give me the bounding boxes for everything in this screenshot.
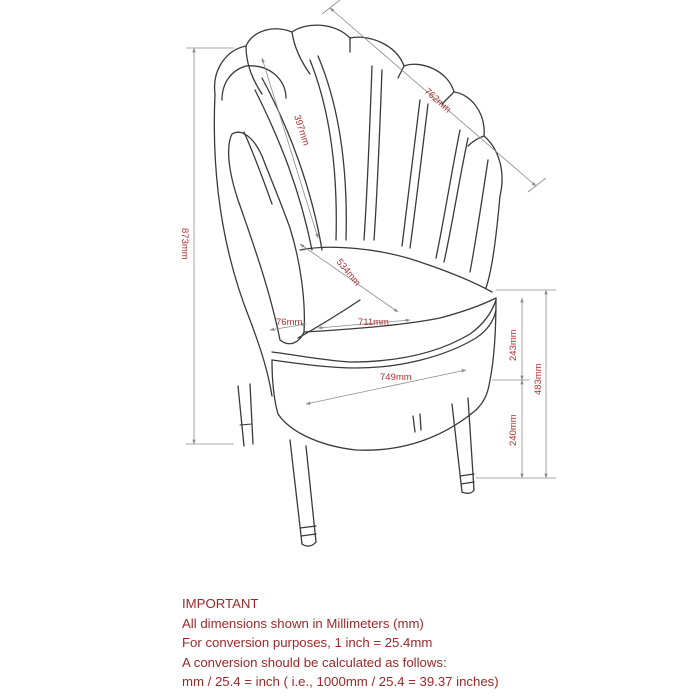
dim-line-back-height — [262, 58, 318, 238]
label-seat-depth: 534mm — [333, 256, 363, 289]
notes-line: A conversion should be calculated as follows: — [182, 654, 447, 670]
back-left-leg — [238, 384, 253, 446]
label-leg-height: 240mm — [508, 414, 519, 446]
left-arm-pad — [229, 132, 305, 343]
front-right-leg — [452, 398, 474, 492]
label-total-height: 873mm — [179, 228, 190, 260]
label-depth-top: 762mm — [421, 86, 453, 116]
front-skirt — [272, 360, 476, 450]
label-front-width: 749mm — [380, 372, 412, 383]
seat-front-band — [272, 300, 496, 362]
chair-left-side — [214, 94, 272, 396]
notes-heading: IMPORTANT — [182, 596, 259, 611]
label-seat-height: 483mm — [533, 363, 544, 395]
notes-line: All dimensions shown in Millimeters (mm) — [182, 615, 424, 631]
notes-line: For conversion purposes, 1 inch = 25.4mm — [182, 635, 433, 651]
notes-line: mm / 25.4 = inch ( i.e., 1000mm / 25.4 = 39.37 inches) — [182, 674, 499, 690]
back-right-leg — [413, 414, 421, 432]
front-left-leg — [290, 440, 316, 544]
chair-right-side — [476, 298, 496, 410]
label-seat-width: 711mm — [358, 317, 389, 328]
chair-drawing — [214, 25, 502, 546]
dimension-lines — [186, 0, 556, 478]
important-notes — [182, 594, 682, 692]
label-arm-width: 76mm — [276, 317, 303, 328]
label-back-height: 397mm — [291, 113, 312, 148]
label-seat-to-top: 243mm — [508, 329, 519, 361]
